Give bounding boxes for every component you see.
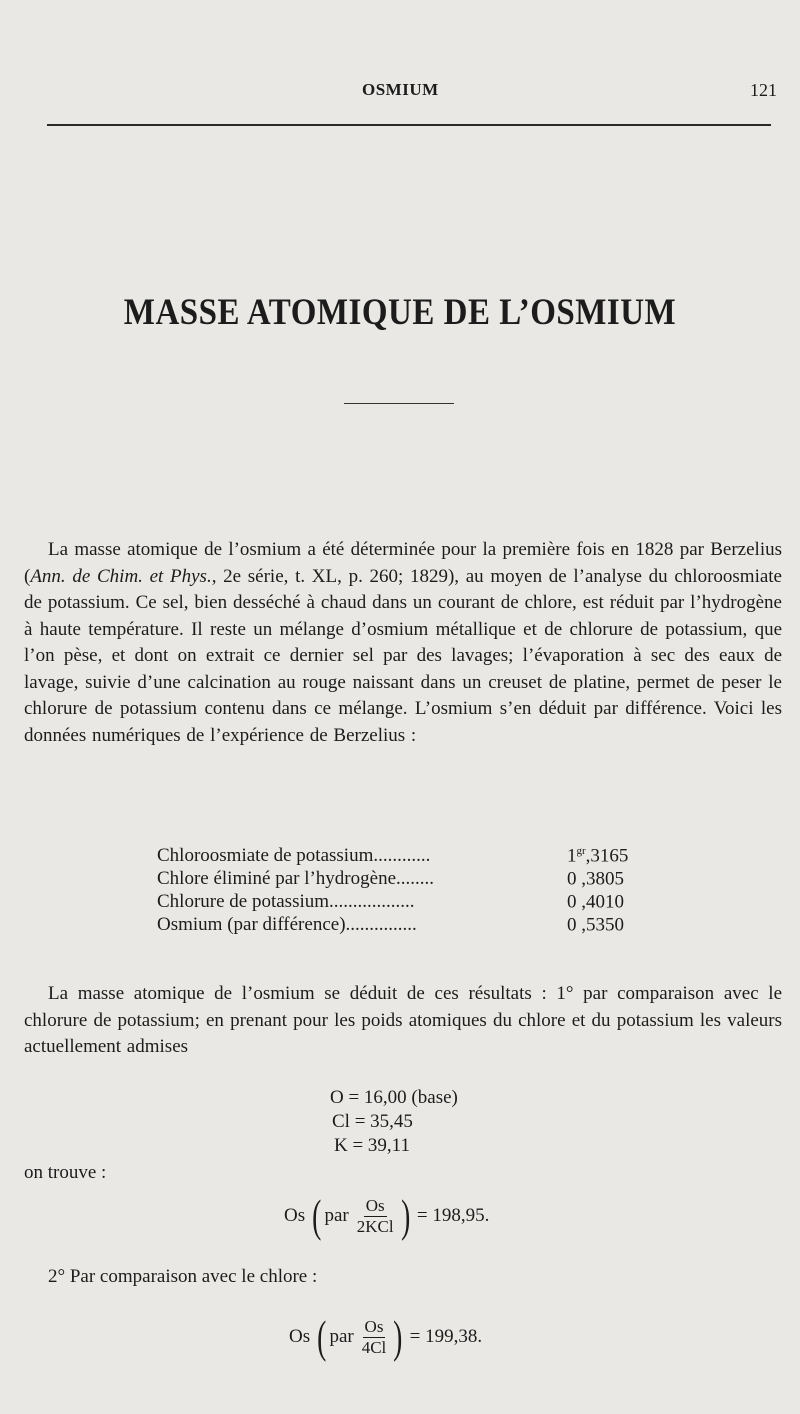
- row-value: 0 ,4010: [567, 891, 624, 913]
- left-paren: (: [312, 1190, 322, 1241]
- row-value: $1^{gr},3165$: [567, 845, 629, 867]
- paragraph-intro-part1: par Berzelius (: [24, 539, 783, 587]
- fraction-numerator: Os: [364, 1316, 384, 1336]
- formula-result: = 198,95.: [416, 1205, 490, 1226]
- chapter-title: MASSE ATOMIQUE DE L’OSMIUM: [123, 292, 677, 334]
- page-number: 121: [750, 80, 777, 100]
- right-paren: ): [400, 1190, 410, 1241]
- formula-par: par: [324, 1205, 349, 1226]
- paragraph-intro: [24, 537, 782, 749]
- fraction-denominator: 2KCl: [356, 1216, 394, 1236]
- fraction: [355, 1196, 396, 1237]
- paragraph-intro-line1: La masse atomique de l’osmium a été déterminée pour la première fois en 1828: [48, 539, 674, 560]
- row-label: Chloroosmiate de potassium............: [157, 845, 431, 866]
- fraction: [360, 1317, 389, 1358]
- constant-oxygen: O = 16,00 (base): [330, 1087, 458, 1108]
- item-2-label: 2° Par comparaison avec le chlore :: [48, 1266, 318, 1287]
- formula-par: par: [329, 1326, 354, 1347]
- table-row: [157, 914, 717, 937]
- paragraph-intro-part2: , 2e série, t. XL, p. 260; 1829), au moyen de l’analyse du chloroosmiate de potassium. Ce sel, bien desséché à chaud dans un courant de chlore, est réduit par l’hydrogène à haute température. Il reste un mélange d’osmium métallique et de chlorure de potassium, que l’on pèse, et dont on extrait ce dernier sel par des lavages; l’évaporation à sec des eaux de lavage, suivie d’une calcination au rouge naissant dans un creuset de platine, permet de peser le chlorure de potassium contenu dans ce mélange. L’osmium s’en déduit par différence. Voici les données numériques de l’expérience de Berzelius :: [24, 565, 782, 746]
- row-label: Chlorure de potassium..................: [157, 891, 415, 912]
- fraction-denominator: 4Cl: [361, 1337, 387, 1357]
- row-value: 0 ,3805: [567, 868, 624, 890]
- row-label: Chlore éliminé par l’hydrogène........: [157, 868, 435, 889]
- running-head: [0, 80, 800, 104]
- citation-italic: Ann. de Chim. et Phys.: [30, 565, 212, 587]
- header-rule: [47, 124, 771, 126]
- running-title: OSMIUM: [362, 80, 439, 99]
- constant-potassium: K = 39,11: [334, 1135, 410, 1156]
- fraction-numerator: Os: [365, 1195, 385, 1215]
- table-row: [157, 891, 717, 914]
- on-trouve-label: on trouve :: [24, 1162, 107, 1183]
- formula-kcl: [284, 1186, 489, 1246]
- formula-cl: [289, 1307, 482, 1367]
- atomic-constants: [330, 1086, 458, 1158]
- right-paren: ): [393, 1311, 403, 1362]
- constant-chlorine: Cl = 35,45: [332, 1111, 413, 1132]
- formula-result: = 199,38.: [409, 1326, 483, 1347]
- row-label: Osmium (par différence)...............: [157, 914, 417, 935]
- left-paren: (: [317, 1311, 327, 1362]
- data-table: [157, 845, 717, 937]
- row-value: 0 ,5350: [567, 914, 624, 936]
- formula-prefix: Os: [284, 1205, 306, 1226]
- paragraph-method: La masse atomique de l’osmium se déduit de ces résultats : 1° par comparaison avec le chlorure de potassium; en prenant pour les poids atomiques du chlore et du potassium les valeurs actuellement admises: [24, 983, 782, 1057]
- table-row: [157, 868, 717, 891]
- title-rule: [344, 403, 454, 404]
- formula-prefix: Os: [289, 1326, 311, 1347]
- table-row: [157, 845, 717, 868]
